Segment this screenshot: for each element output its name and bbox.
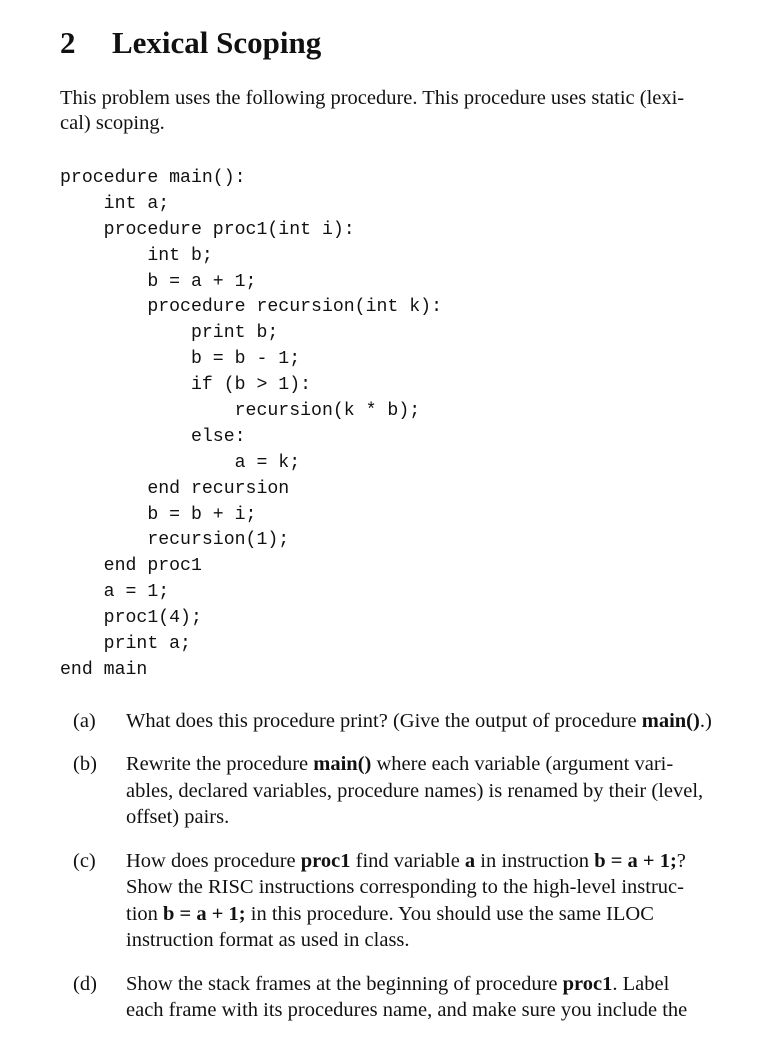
question-label: (a) (73, 709, 96, 732)
question-label: (d) (73, 972, 97, 995)
code-line: recursion(1); (60, 530, 290, 551)
question-d (73, 971, 760, 1024)
section-number: 2 (60, 25, 76, 60)
text-run: .) (699, 709, 712, 732)
code-line: recursion(k * b); (60, 401, 421, 422)
code-line: else: (60, 426, 246, 447)
document-page (60, 24, 760, 1041)
question-text-line: Show the RISC instructions corresponding to the high-level instruc- (126, 876, 684, 899)
text-run: where each variable (argument vari- (371, 753, 674, 776)
question-text-line (126, 751, 760, 778)
text-run: in this procedure. You should use the same ILOC (245, 902, 654, 925)
bold-run: a (464, 849, 476, 872)
code-line: procedure proc1(int i): (60, 219, 355, 240)
code-line: a = k; (60, 452, 301, 473)
section-title: Lexical Scoping (112, 25, 322, 60)
bold-run: b = a + 1; (163, 902, 246, 925)
intro-paragraph (60, 86, 760, 136)
code-line: int b; (60, 245, 213, 266)
text-run: Show the stack frames at the beginning of procedure (126, 972, 563, 995)
question-list (60, 708, 760, 1024)
text-run: tion (126, 902, 164, 925)
question-a (73, 708, 760, 735)
question-b (73, 751, 760, 831)
bold-run: b = a + 1; (594, 849, 677, 872)
code-line: if (b > 1): (60, 375, 312, 396)
code-line: b = b + i; (60, 504, 257, 525)
question-text-line: each frame with its procedures name, and make sure you include the (126, 999, 688, 1022)
text-run: . Label (612, 972, 670, 995)
bold-run: main() (313, 753, 372, 776)
code-listing (60, 166, 760, 684)
code-line: print b; (60, 323, 279, 344)
question-text-line: offset) pairs. (126, 806, 230, 829)
code-line: end proc1 (60, 556, 202, 577)
question-text-line (126, 971, 760, 998)
bold-run: main() (641, 709, 700, 732)
text-run: Rewrite the procedure (126, 753, 314, 776)
text-run: find variable (350, 849, 465, 872)
question-text-line: ables, declared variables, procedure names) is renamed by their (level, (126, 779, 704, 802)
text-run: ? (676, 849, 686, 872)
question-text-line (126, 848, 760, 875)
code-line: int a; (60, 193, 170, 214)
section-heading (60, 24, 760, 62)
question-label: (c) (73, 849, 96, 872)
question-c (73, 848, 760, 954)
code-line: procedure main(): (60, 168, 246, 188)
code-line: b = a + 1; (60, 271, 257, 292)
text-run: How does procedure (126, 849, 301, 872)
code-line: procedure recursion(int k): (60, 297, 442, 318)
code-line: proc1(4); (60, 608, 202, 629)
question-text-line (126, 901, 760, 928)
code-line: b = b - 1; (60, 349, 301, 370)
bold-run: proc1 (562, 972, 613, 995)
code-line: print a; (60, 634, 191, 655)
intro-line: cal) scoping. (60, 112, 165, 134)
intro-line: This problem uses the following procedure. This procedure uses static (lexi- (60, 87, 685, 109)
text-run: What does this procedure print? (Give the output of procedure (126, 709, 642, 732)
code-line: end main (60, 659, 148, 680)
question-text-line (126, 708, 760, 735)
code-line: end recursion (60, 478, 290, 499)
bold-run: proc1 (300, 849, 351, 872)
code-line: a = 1; (60, 582, 170, 603)
text-run: in instruction (475, 849, 595, 872)
question-label: (b) (73, 753, 97, 776)
question-text-line: instruction format as used in class. (126, 929, 410, 952)
